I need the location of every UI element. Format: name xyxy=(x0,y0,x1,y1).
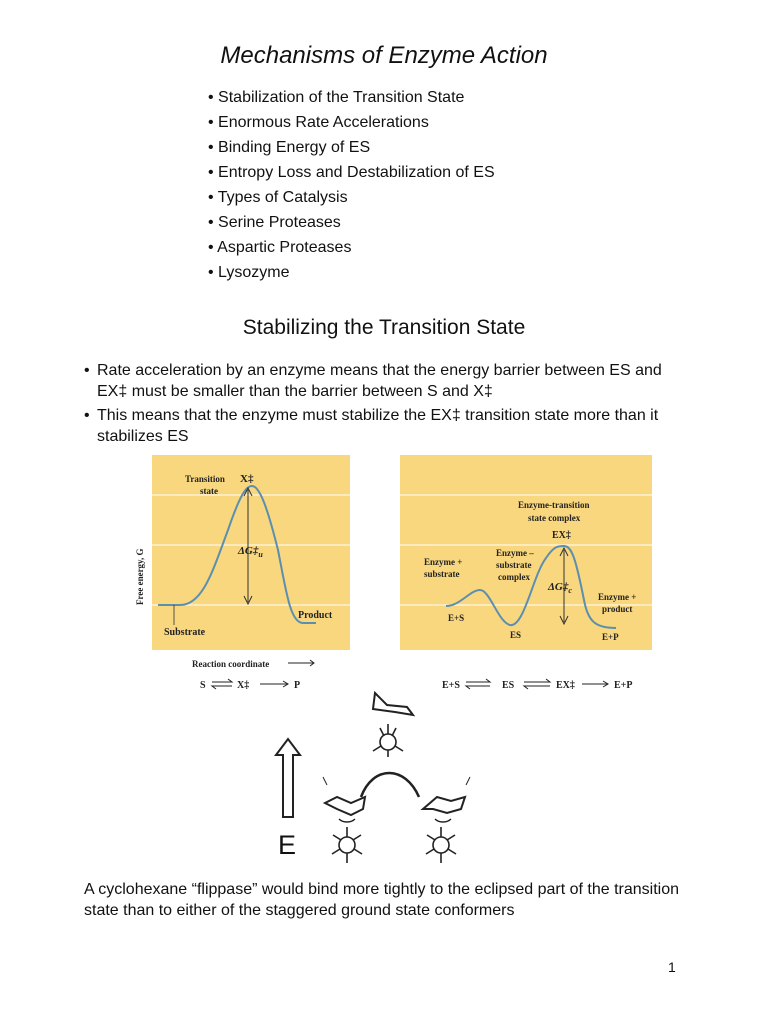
outline-item: • Entropy Loss and Destabilization of ES xyxy=(208,164,495,181)
page-number: 1 xyxy=(668,959,676,975)
paragraph-2 xyxy=(84,405,684,447)
x-axis-arrow xyxy=(288,660,314,666)
equilibrium-arrow xyxy=(212,679,232,689)
transition-state-label: Transition xyxy=(185,474,225,484)
transition-conformer xyxy=(373,693,413,715)
outline-item: • Lysozyme xyxy=(208,264,290,281)
bullet: • xyxy=(84,407,90,424)
complex-label: Enzyme-transition xyxy=(518,500,590,510)
ex-double-dagger-label: EX‡ xyxy=(552,530,571,541)
page-title: Mechanisms of Enzyme Action xyxy=(220,42,548,69)
section-title: Stabilizing the Transition State xyxy=(242,316,526,339)
y-axis-label: Free energy, G xyxy=(135,548,145,605)
equation-s: S xyxy=(200,680,206,691)
bullet: • xyxy=(84,362,90,379)
es-complex-label-line3: complex xyxy=(498,572,530,582)
tick-mark xyxy=(323,777,327,785)
x-double-dagger-label: X‡ xyxy=(240,473,254,485)
staggered-newman-left xyxy=(332,827,362,863)
outline-item: • Types of Catalysis xyxy=(208,189,348,206)
forward-arrow xyxy=(582,681,608,687)
energy-label: E xyxy=(278,830,297,860)
chair-conformer-right xyxy=(423,797,465,813)
equation-es-plus: E+S xyxy=(442,680,460,691)
equation-p: P xyxy=(294,680,301,691)
delta-g-label: $\Delta G\ddagger_u$ xyxy=(238,545,263,559)
staggered-newman-right xyxy=(426,827,456,863)
eclipsed-newman-projection xyxy=(373,724,403,757)
complex-label-line2: state complex xyxy=(528,513,581,523)
enzyme-product-label-line2: product xyxy=(602,604,633,614)
binding-mark xyxy=(435,819,451,822)
enzyme-product-label: Enzyme + xyxy=(598,592,637,602)
equation-x: X‡ xyxy=(237,680,250,691)
es-label: ES xyxy=(510,630,522,640)
outline-list xyxy=(208,88,495,288)
energy-diagram-uncatalyzed xyxy=(128,450,358,695)
binding-mark xyxy=(339,819,355,822)
ep-label: E+P xyxy=(602,632,619,642)
paragraph-text: Rate acceleration by an enzyme means that the energy barrier between ES and EX‡ must be smaller than the barrier between S and X‡ xyxy=(97,362,662,400)
paragraph-1 xyxy=(84,360,684,402)
chair-conformer-left xyxy=(325,797,365,815)
es-complex-label: Enzyme – xyxy=(496,548,534,558)
es-plus-label: E+S xyxy=(448,613,465,623)
x-axis-label: Reaction coordinate xyxy=(192,659,270,669)
paragraph-text: This means that the enzyme must stabilize the EX‡ transition state more than it stabilizes ES xyxy=(97,407,659,445)
delta-g-label: $\Delta G\ddagger_c$ xyxy=(548,581,572,595)
caption: A cyclohexane “flippase” would bind more tightly to the eclipsed part of the transition state than to either of the staggered ground state conformers xyxy=(84,881,679,919)
enzyme-substrate-label: Enzyme + xyxy=(424,557,463,567)
tick-mark xyxy=(466,777,470,785)
substrate-label: Substrate xyxy=(164,627,206,638)
transition-state-label-line2: state xyxy=(200,486,218,496)
energy-diagram-catalyzed xyxy=(398,450,656,695)
equation-ep: E+P xyxy=(614,680,633,691)
enzyme-substrate-label-line2: substrate xyxy=(424,569,460,579)
outline-item: • Serine Proteases xyxy=(208,214,341,231)
product-label: Product xyxy=(298,610,333,621)
equilibrium-arrow-2 xyxy=(524,679,550,689)
outline-item: • Binding Energy of ES xyxy=(208,139,371,156)
outline-item: • Aspartic Proteases xyxy=(208,239,352,256)
outline-item: • Stabilization of the Transition State xyxy=(208,89,465,106)
energy-barrier-arc xyxy=(361,773,419,797)
equation-es: ES xyxy=(502,680,515,691)
outline-item: • Enormous Rate Accelerations xyxy=(208,114,429,131)
equation-ex: EX‡ xyxy=(556,680,575,691)
es-complex-label-line2: substrate xyxy=(496,560,532,570)
energy-up-arrow xyxy=(276,739,300,817)
